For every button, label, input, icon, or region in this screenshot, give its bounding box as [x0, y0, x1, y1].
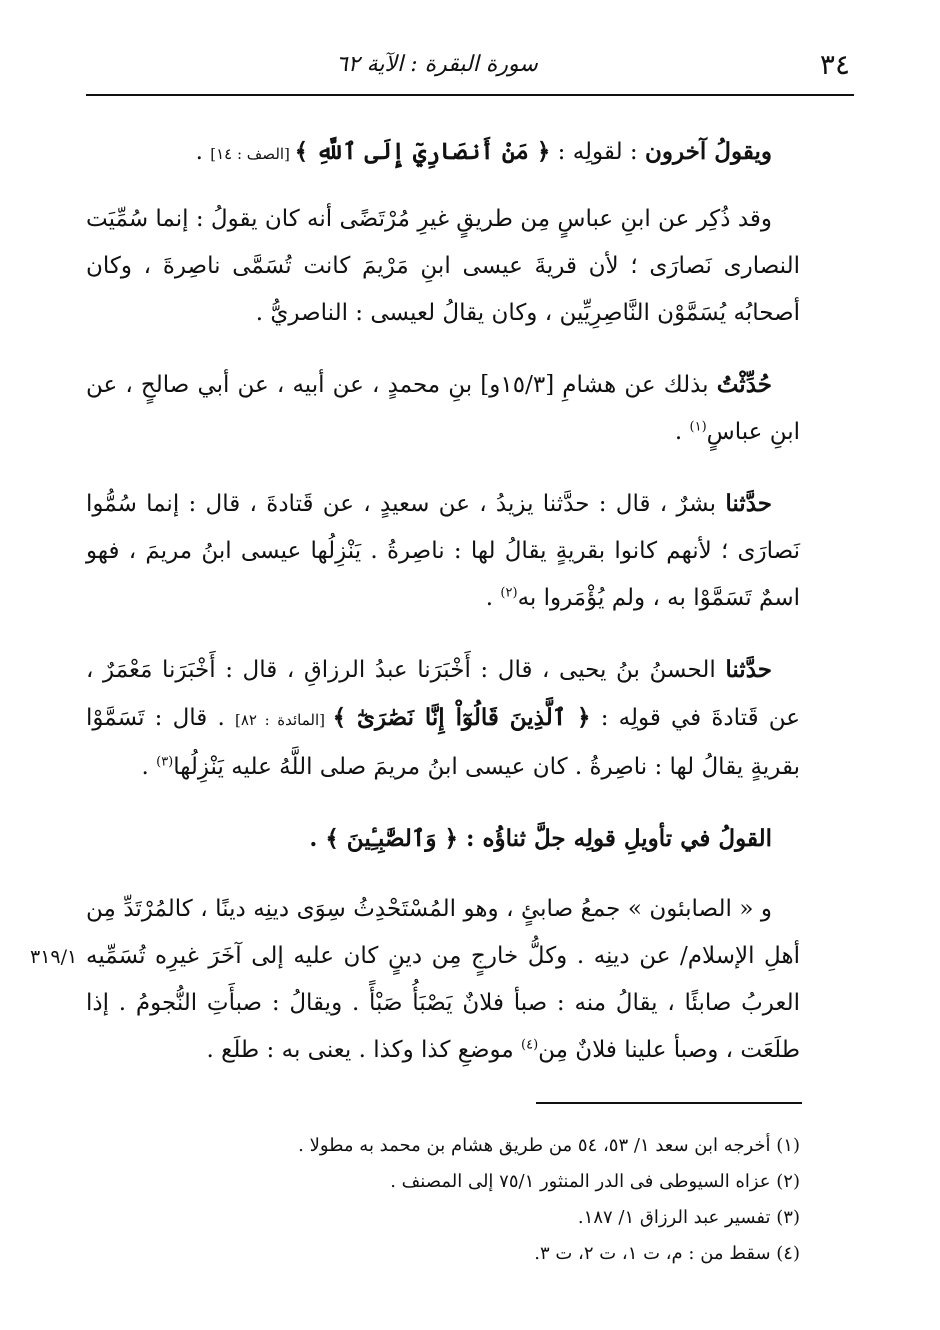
paragraph-text-continued: . قال : تَسَمَّوْا بقريةٍ يقالُ لها : ناصِرةُ . كان عيسى ابنُ مريمَ صلى اللَّهُ عليه يَنْزِلُها [86, 705, 800, 780]
paragraph-text: وقد ذُكِر عن ابنِ عباسٍ مِن طريقٍ غيرِ مُرْتَضًى أنه كان يقولُ : إنما سُمِّيَت النصارى نَصارَى ؛ لأن قريةَ عيسى ابنِ مَرْيمَ كانت تُسَمَّى ناصِرةَ ، وكان أصحابُه يُسَمَّوْن النَّاصِرِيِّين ، وكان يقالُ لعيسى : الناصريُّ . [86, 206, 800, 326]
footnote-4: (٤) سقط من : م، ت ١، ت ٢، ت ٣. [534, 1243, 800, 1264]
footnote-marker[interactable]: (٢) [500, 585, 518, 601]
heading-tail: . [309, 825, 326, 852]
page-header [86, 44, 854, 96]
quran-quote: ﴿ ٱلَّذِينَ قَالُوٓاْ إِنَّا نَصَٰرَىٰٓ ﴾ [332, 704, 591, 731]
paragraph-text: و « الصابئون » جمعُ صابئٍ ، وهو المُسْتَحْدِثُ سِوَى دينِه دينًا ، كالمُرْتَدِّ مِن أهلِ الإسلام/ عن دينِه . وكلُّ خارجٍ مِن دينٍ كان عليه إلى آخَرَ غيرِه تُسَمِّيه العربُ صابئًا ، يقالُ منه : صبأ فلانٌ يَصْبَأُ صَبْأً . ويقالُ : صبأَتِ النُّجومُ . إذا طلَعَت ، وصبأ علينا فلانٌ مِن [86, 896, 800, 1063]
paragraph-5 [86, 646, 800, 791]
quran-reference: [الصف : ١٤] [210, 145, 295, 163]
quran-reference: [المائدة : ٨٢] [234, 711, 333, 729]
paragraph-text-continued: موضعِ كذا وكذا . يعنى به : طلَع . [206, 1037, 522, 1063]
paragraph-4 [86, 480, 800, 622]
header-rule [86, 94, 854, 96]
paragraph-text: : لقولِه : [550, 139, 645, 165]
footnote-3: (٣) تفسير عبد الرزاق ١/ ١٨٧. [577, 1207, 800, 1228]
paragraph-tail: . [485, 585, 501, 611]
lead-word: حُدِّثْتُ [716, 371, 772, 398]
footnotes [250, 1128, 800, 1272]
quran-quote: ﴿ وَٱلصَّٰبِـِٔينَ ﴾ [325, 825, 458, 852]
lead-word: حدَّثنا [725, 656, 772, 683]
footnote-marker[interactable]: (٣) [156, 754, 174, 770]
paragraph-1 [86, 128, 800, 178]
footnote-2: (٢) عزاه السيوطى فى الدر المنثور ٧٥/١ إلى المصنف . [390, 1171, 800, 1192]
paragraph-text: الحسنُ بنُ يحيى ، قال : أَخْبَرَنا عبدُ الرزاقِ ، قال : أَخْبَرَنا مَعْمَرٌ ، عن قَتادةَ في قولِه : [86, 657, 800, 731]
paragraph-tail: . [674, 419, 690, 445]
page-number: ٣٤ [819, 48, 850, 81]
paragraph-3 [86, 361, 800, 456]
footnote-marker[interactable]: (٤) [521, 1037, 539, 1053]
heading-text: القولُ في تأويلِ قولِه جلَّ ثناؤُه : [457, 825, 772, 852]
quran-quote: ﴿ مَنْ أَنصَارِيٓ إِلَى ٱللَّهِ ﴾ [294, 138, 551, 165]
paragraph-text: بشرٌ ، قال : حدَّثنا يزيدُ ، عن سعيدٍ ، عن قَتادةَ ، قال : إنما سُمُّوا نَصارَى ؛ لأنهم كانوا بقريةٍ يقالُ لها : ناصِرةُ . يَنْزِلُها عيسى ابنُ مريمَ ، فهو اسمٌ تَسَمَّوْا به ، ولم يُؤْمَروا به [86, 491, 800, 611]
paragraph-text: بذلك عن هشامِ [١٥/٣و] بنِ محمدٍ ، عن أبيه ، عن أبي صالحٍ ، عن ابنِ عباسٍ [86, 372, 800, 445]
running-title: سورة البقرة : الآية ٦٢ [336, 52, 538, 77]
lead-word: حدَّثنا [725, 490, 772, 517]
paragraph-2 [86, 196, 800, 337]
footnote-1: (١) أخرجه ابن سعد ١/ ٥٣، ٥٤ من طريق هشام بن محمد به مطولا . [298, 1135, 800, 1156]
section-heading [86, 815, 800, 862]
main-text [30, 128, 800, 1098]
paragraph-tail: . [141, 754, 157, 780]
lead-word: ويقولُ آخرون [644, 138, 772, 165]
paragraph-final [30, 886, 800, 1074]
paragraph-tail: . [195, 139, 211, 165]
footnote-marker[interactable]: (١) [689, 419, 707, 435]
footnote-separator [536, 1102, 802, 1104]
margin-reference: ٣١٩/١ [30, 946, 78, 968]
